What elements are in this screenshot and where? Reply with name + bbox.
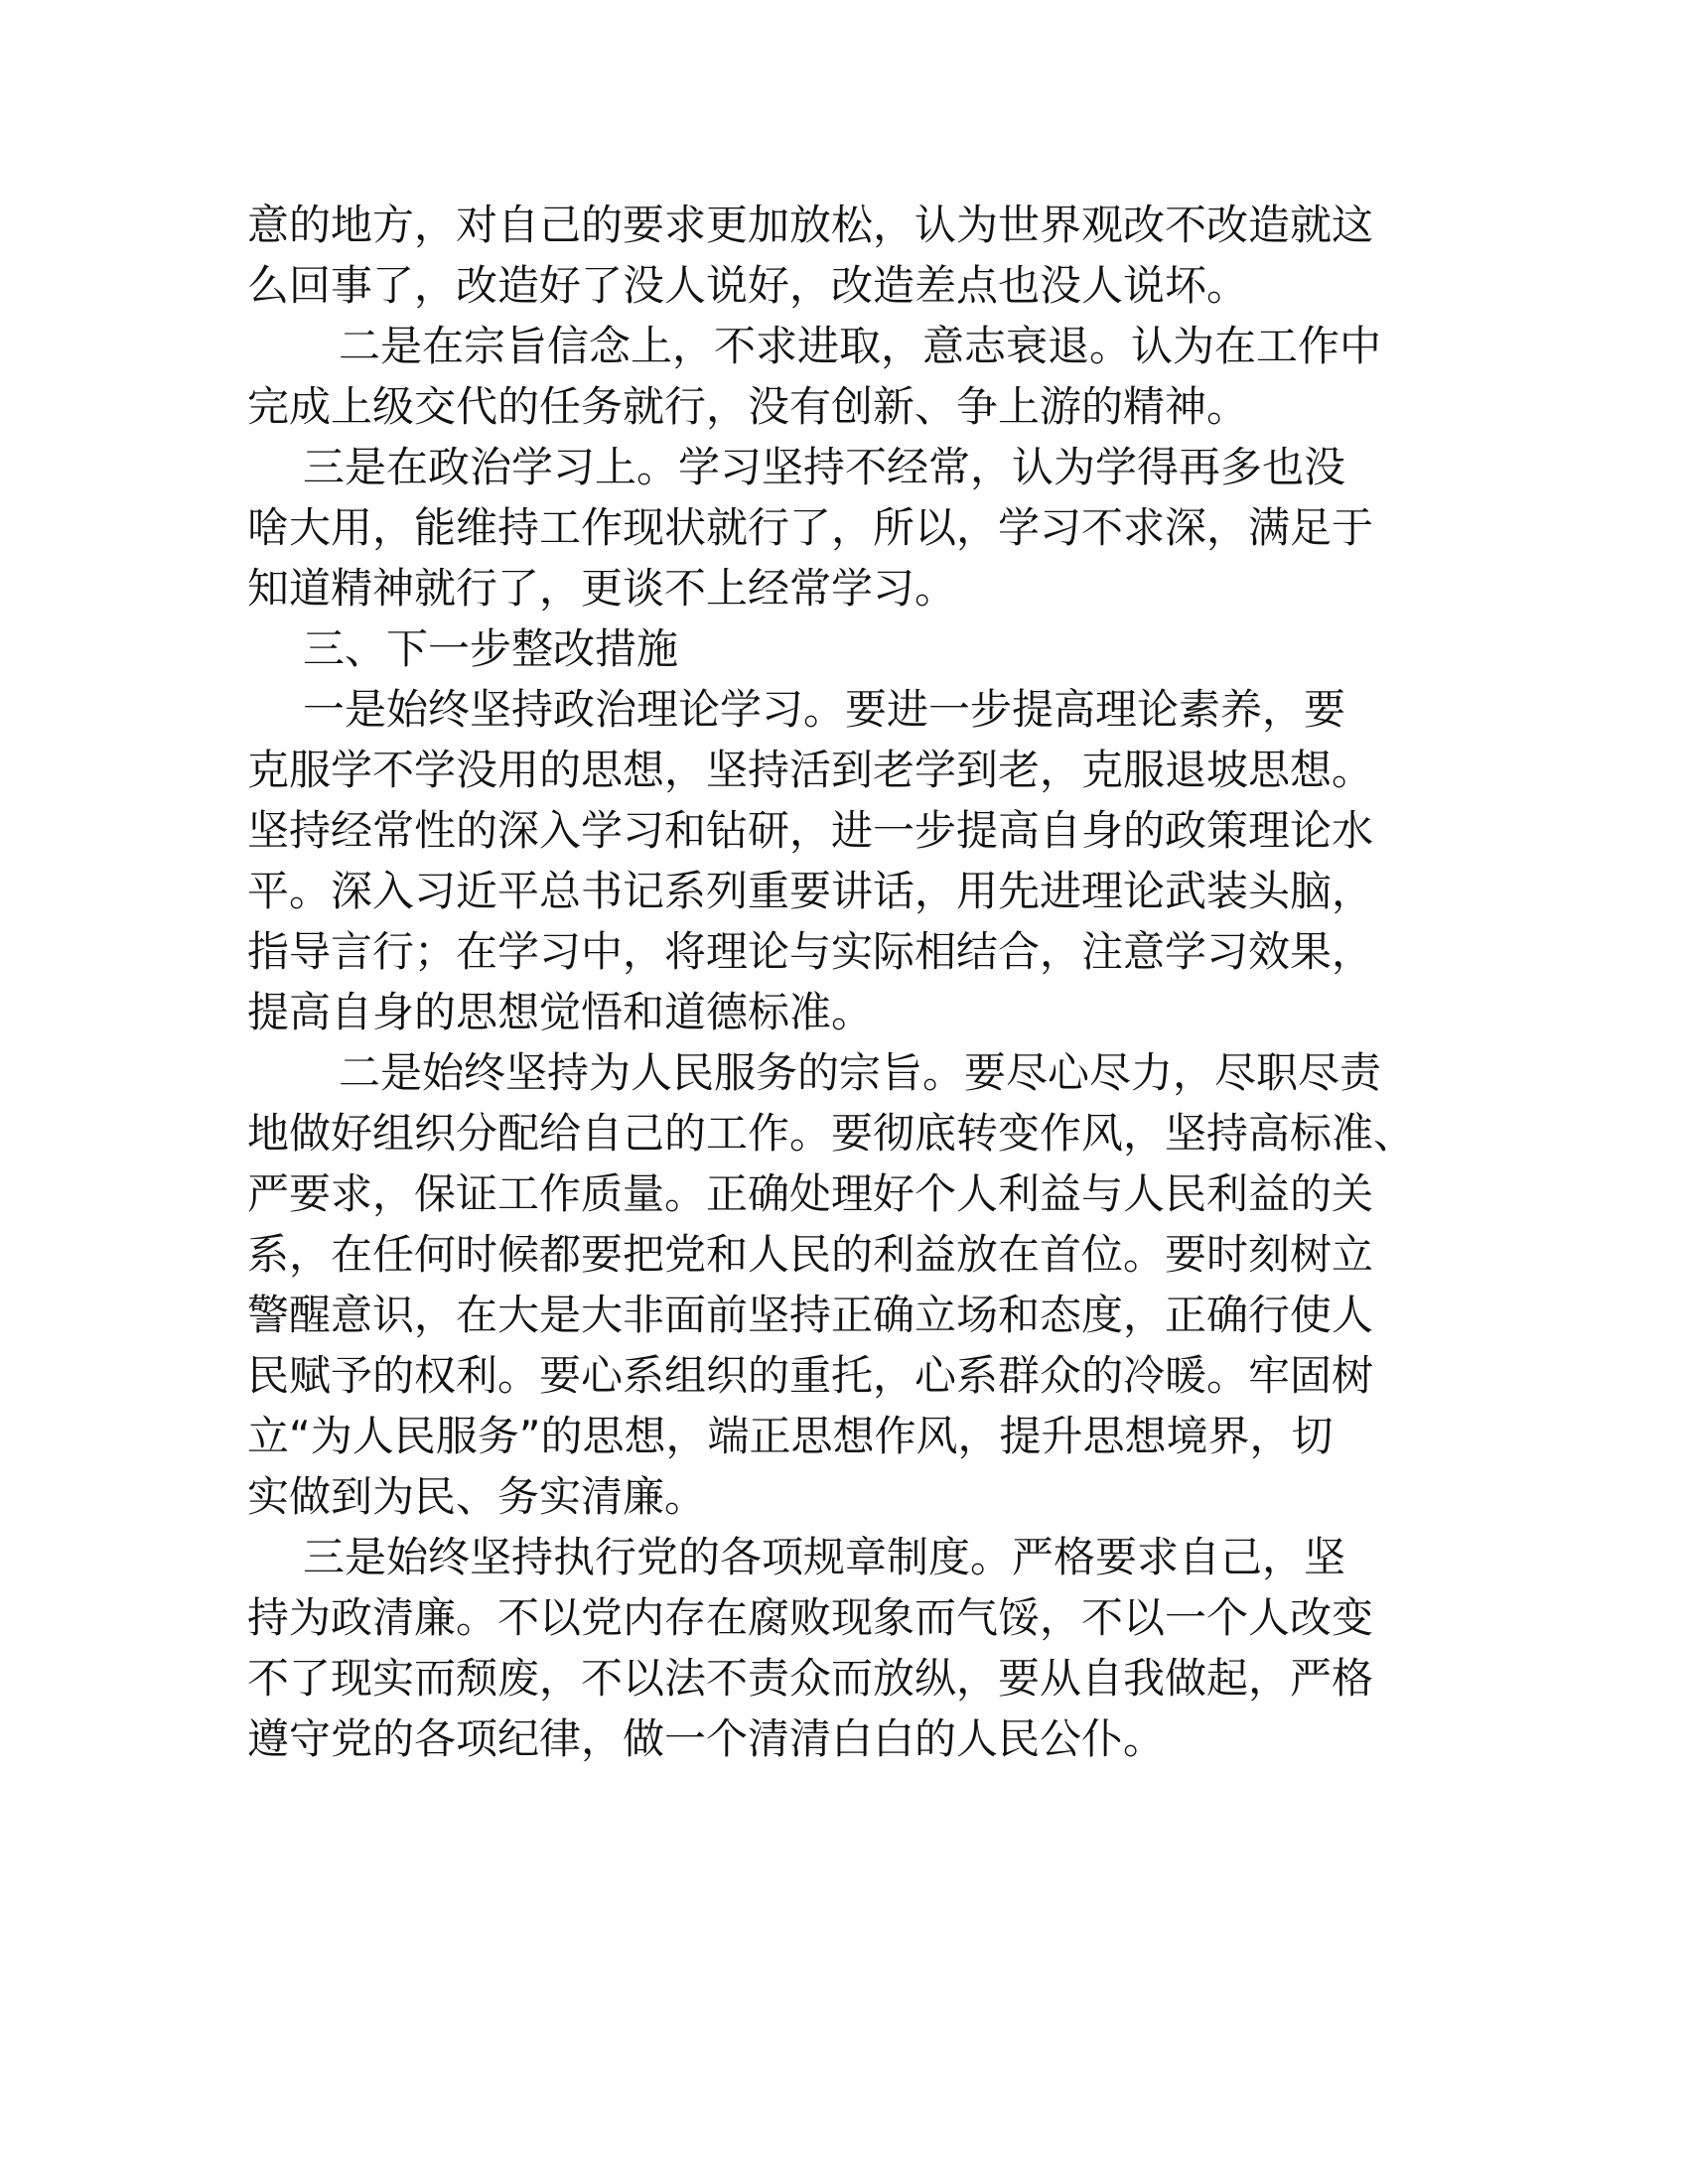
text-line: 不了现实而颓废，不以法不责众而放纵，要从自我做起，严格	[247, 1654, 1374, 1703]
text-line: 立“为人民服务”的思想，端正思想作风，提升思想境界，切	[247, 1412, 1334, 1460]
paragraph-start-line: 二是在宗旨信念上，不求进取，意志衰退。认为在工作中	[339, 322, 1382, 370]
paragraph-start-line: 二是始终坚持为人民服务的宗旨。要尽心尽力，尽职尽责	[339, 1048, 1382, 1097]
text-line: 系，在任何时候都要把党和人民的利益放在首位。要时刻树立	[247, 1230, 1374, 1279]
text-line: 警醒意识，在大是大非面前坚持正确立场和态度，正确行使人	[247, 1291, 1374, 1339]
text-line: 啥大用，能维持工作现状就行了，所以，学习不求深，满足于	[247, 503, 1374, 552]
text-line: 意的地方，对自己的要求更加放松，认为世界观改不改造就这	[247, 201, 1374, 249]
text-line: 完成上级交代的任务就行，没有创新、争上游的精神。	[247, 382, 1249, 431]
text-line: 民赋予的权利。要心系组织的重托，心系群众的冷暖。牢固树	[247, 1351, 1374, 1400]
text-line: 克服学不学没用的思想，坚持活到老学到老，克服退坡思想。	[247, 746, 1374, 794]
paragraph-start-line: 一是始终坚持政治理论学习。要进一步提高理论素养，要	[303, 685, 1346, 734]
text-line: 坚持经常性的深入学习和钻研，进一步提高自身的政策理论水	[247, 806, 1374, 855]
text-line: 实做到为民、务实清廉。	[247, 1472, 707, 1521]
text-line: 地做好组织分配给自己的工作。要彻底转变作风，坚持高标准、	[247, 1109, 1416, 1158]
text-line: 么回事了，改造好了没人说好，改造差点也没人说坏。	[247, 261, 1249, 310]
text-line: 提高自身的思想觉悟和道德标准。	[247, 988, 874, 1036]
text-line: 平。深入习近平总书记系列重要讲话，用先进理论武装头脑，	[247, 867, 1374, 915]
paragraph-start-line: 三是在政治学习上。学习坚持不经常，认为学得再多也没	[303, 443, 1346, 491]
text-line: 遵守党的各项纪律，做一个清清白白的人民公仆。	[247, 1714, 1166, 1763]
body-text	[247, 195, 1439, 1769]
paragraph-start-line: 三是始终坚持执行党的各项规章制度。严格要求自己，坚	[303, 1533, 1346, 1581]
text-line: 知道精神就行了，更谈不上经常学习。	[247, 564, 957, 613]
section-heading: 三、下一步整改措施	[303, 624, 679, 673]
text-line: 指导言行；在学习中，将理论与实际相结合，注意学习效果，	[247, 927, 1374, 976]
text-line: 严要求，保证工作质量。正确处理好个人利益与人民利益的关	[247, 1169, 1374, 1218]
text-line: 持为政清廉。不以党内存在腐败现象而气馁，不以一个人改变	[247, 1593, 1374, 1642]
